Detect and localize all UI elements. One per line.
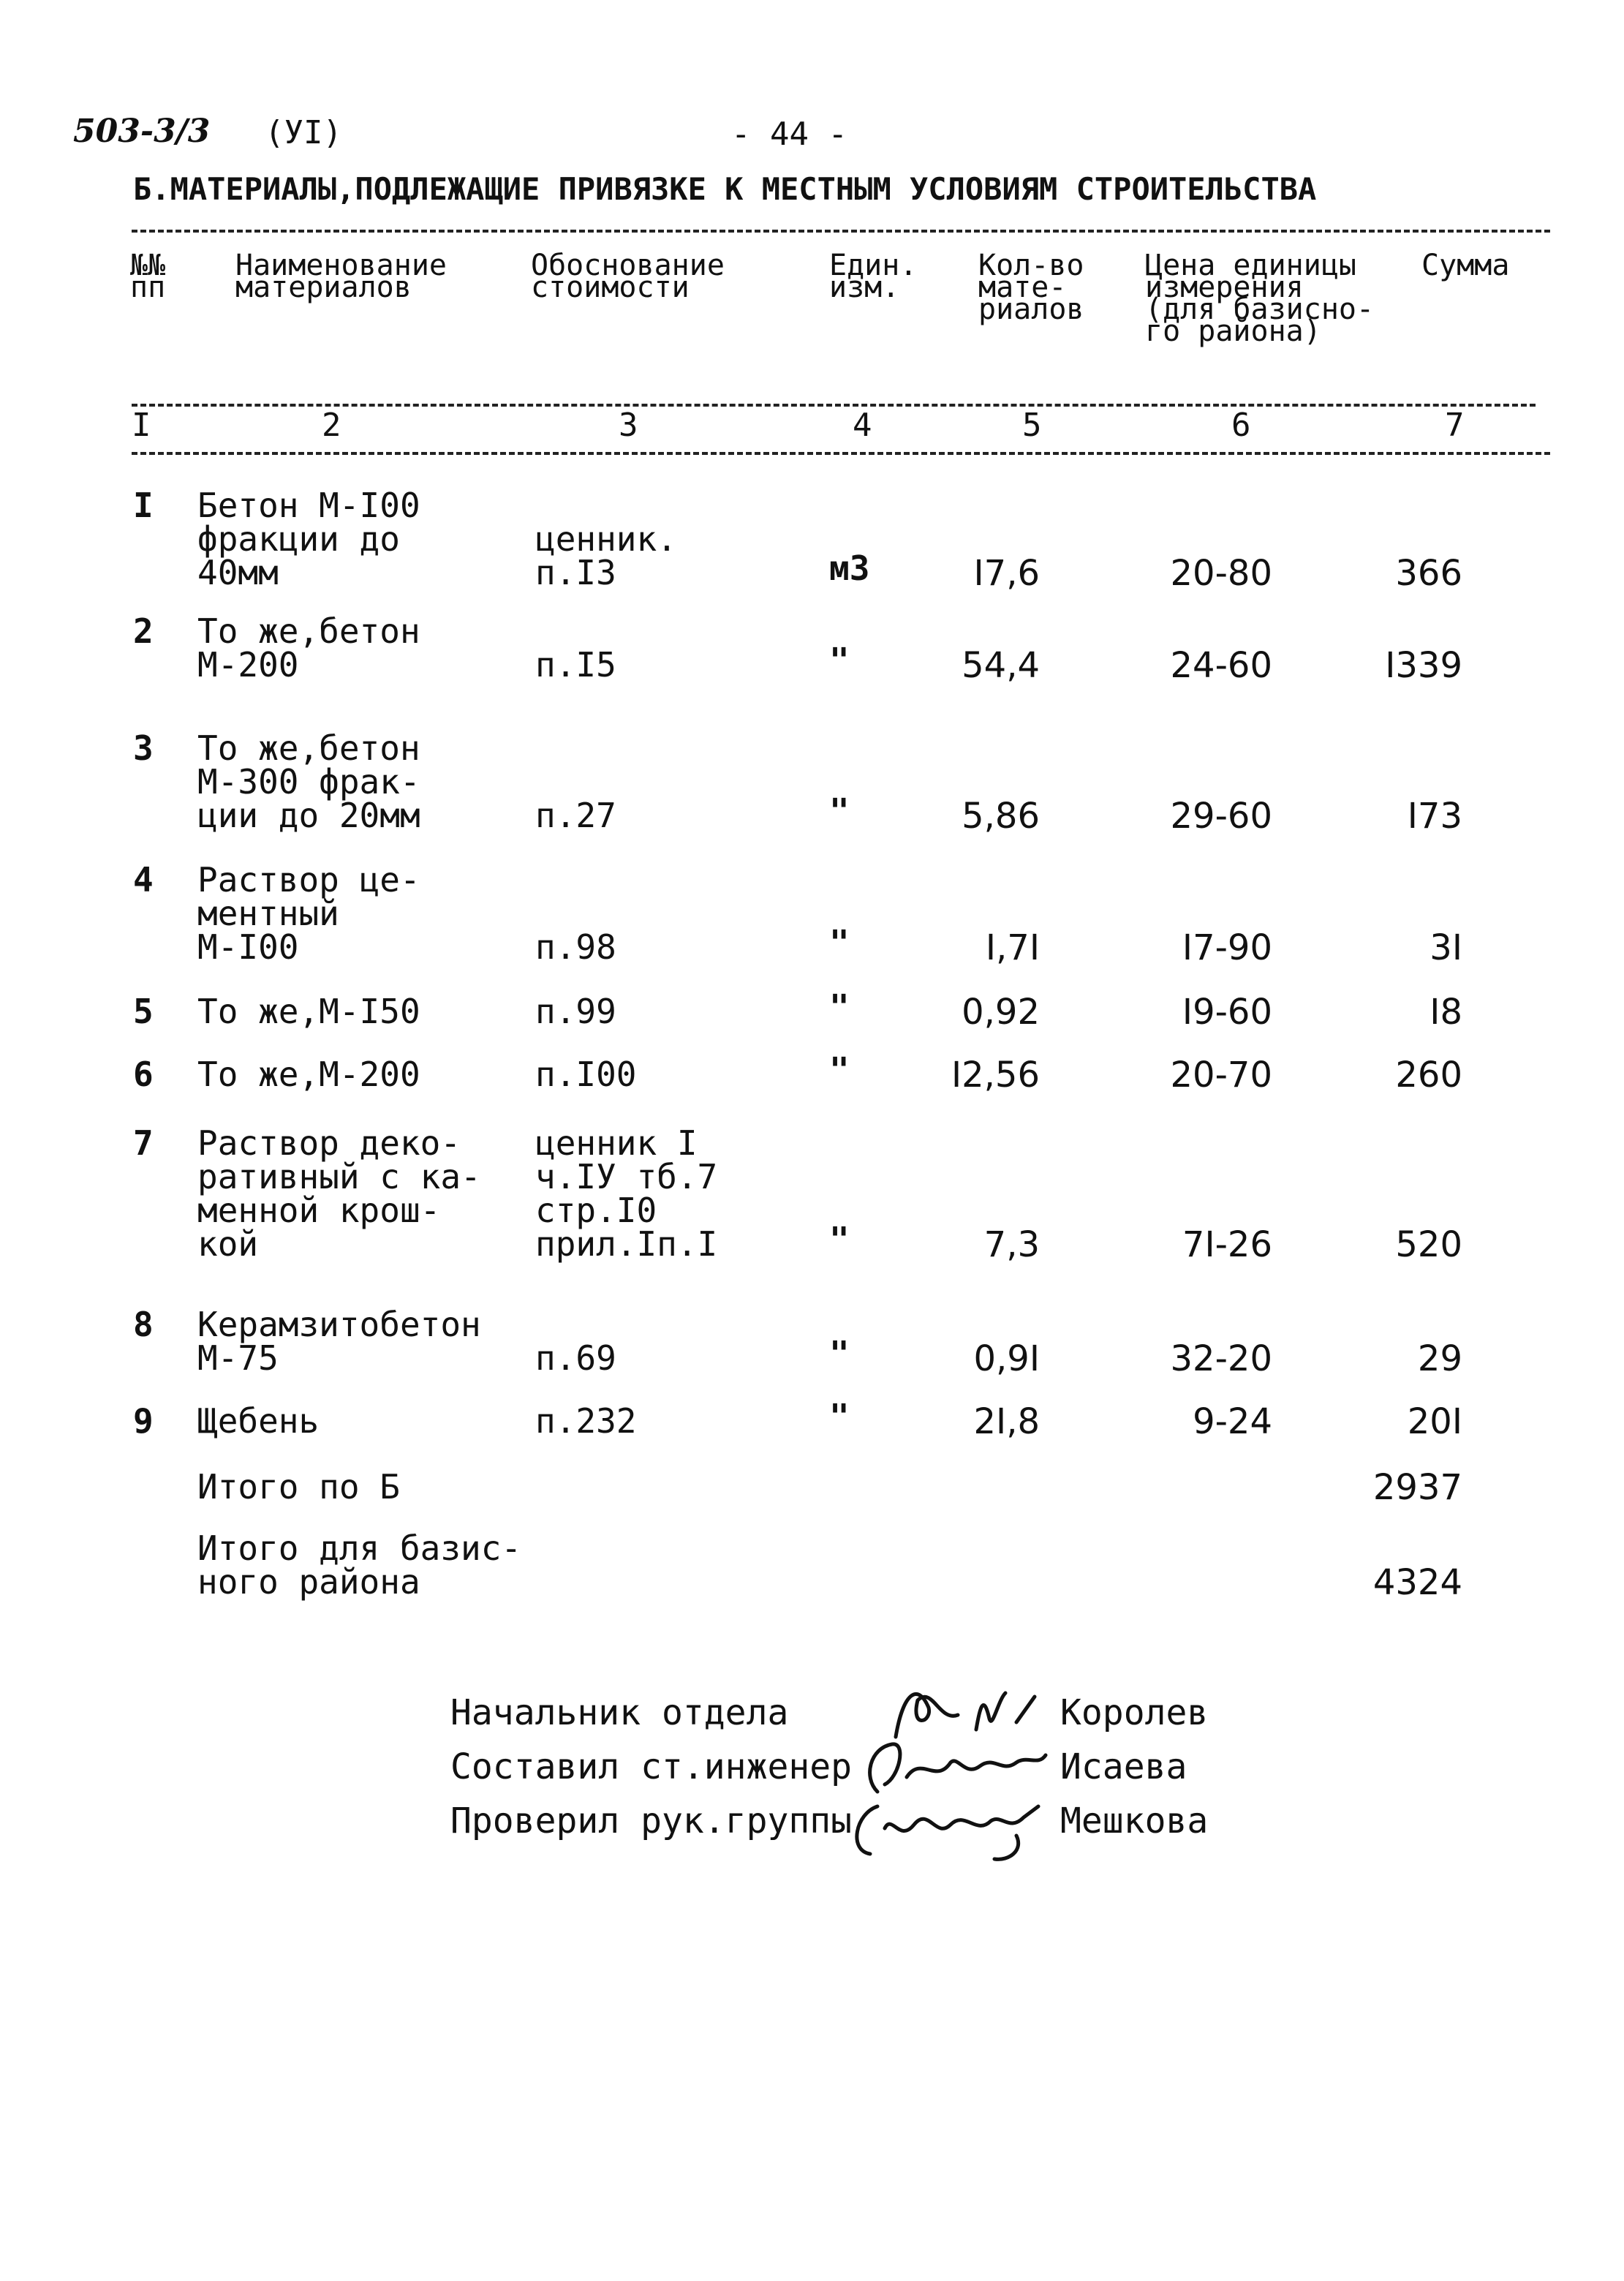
cost-basis: п.69: [535, 1338, 616, 1378]
column-header-unit: Един. изм.: [829, 249, 918, 304]
row-number: 7: [133, 1123, 154, 1163]
quantity: 2I,8: [973, 1401, 1040, 1442]
unit-price: 32-20: [1170, 1338, 1272, 1379]
signature-role: Проверил рук.группы: [450, 1801, 853, 1841]
cost-basis: п.I5: [535, 645, 616, 685]
quantity: 7,3: [983, 1224, 1040, 1265]
unit: м3: [829, 548, 870, 588]
material-name: Бетон М-I00 фракции до 40мм: [197, 486, 420, 592]
total-label: Итого для базис- ного района: [197, 1528, 522, 1602]
unit-price: 29-60: [1170, 796, 1272, 837]
row-number: 8: [133, 1305, 154, 1344]
row-number: 2: [133, 611, 154, 651]
column-number-7: 7: [1445, 407, 1465, 444]
quantity: 0,9I: [973, 1338, 1040, 1379]
unit: ": [829, 791, 850, 831]
cost-basis: ценник. п.I3: [535, 519, 677, 592]
column-header-number: №№ пп: [130, 249, 166, 304]
column-number-5: 5: [1022, 407, 1042, 444]
signature-scribble-group-lead: [848, 1792, 1053, 1865]
row-sum: 3I: [1430, 927, 1462, 968]
row-sum: 260: [1395, 1055, 1462, 1096]
unit-price: 7I-26: [1182, 1224, 1272, 1265]
column-number-3: 3: [619, 407, 638, 444]
unit: ": [829, 987, 850, 1027]
row-sum: 20I: [1407, 1401, 1462, 1442]
quantity: I2,56: [951, 1055, 1040, 1096]
row-number: 5: [133, 992, 154, 1031]
unit-price: I9-60: [1182, 992, 1272, 1033]
signature-name: Мешкова: [1060, 1801, 1209, 1841]
unit-price: 24-60: [1170, 645, 1272, 686]
column-number-bottom-rule: [132, 452, 1550, 455]
column-header-quantity: Кол-во мате- риалов: [978, 249, 1084, 326]
column-header-price: Цена единицы измерения (для базисно- го района): [1145, 249, 1375, 348]
material-name: Раствор це- ментный М-I00: [197, 860, 420, 967]
cost-basis: п.99: [535, 992, 616, 1031]
row-number: 3: [133, 728, 154, 768]
signature-name: Королев: [1060, 1692, 1209, 1733]
row-sum: 520: [1395, 1224, 1462, 1265]
cost-basis: ценник I ч.IУ тб.7 стр.I0 прил.Iп.I: [535, 1123, 718, 1264]
unit: ": [829, 1220, 850, 1259]
column-number-1: I: [132, 407, 151, 444]
quantity: 54,4: [962, 645, 1040, 686]
unit: ": [829, 1334, 850, 1373]
quantity: 5,86: [962, 796, 1040, 837]
material-name: То же,бетон М-300 фрак- ции до 20мм: [197, 728, 420, 835]
row-number: 9: [133, 1401, 154, 1441]
section-title: Б.МАТЕРИАЛЫ,ПОДЛЕЖАЩИЕ ПРИВЯЗКЕ К МЕСТНЫМ УСЛОВИЯМ СТРОИТЕЛЬСТВА: [133, 171, 1317, 207]
page-number: - 44 -: [731, 116, 847, 153]
material-name: Раствор деко- ративный с ка- менной крош- кой: [197, 1123, 481, 1264]
cost-basis: п.232: [535, 1401, 637, 1441]
unit-price: I7-90: [1182, 927, 1272, 968]
quantity: I7,6: [973, 553, 1040, 594]
column-header-basis: Обоснование стоимости: [531, 249, 725, 304]
signature-role: Составил ст.инженер: [450, 1746, 853, 1787]
unit-price: 20-70: [1170, 1055, 1272, 1096]
material-name: То же,М-I50: [197, 992, 420, 1031]
total-label: Итого по Б: [197, 1467, 400, 1507]
column-number-4: 4: [853, 407, 872, 444]
cost-basis: п.27: [535, 796, 616, 835]
signature-name: Исаева: [1060, 1746, 1187, 1787]
row-sum: I8: [1430, 992, 1462, 1033]
material-name: То же,М-200: [197, 1055, 420, 1094]
row-sum: I73: [1407, 796, 1462, 837]
unit: ": [829, 923, 850, 962]
row-number: 6: [133, 1055, 154, 1094]
material-name: То же,бетон М-200: [197, 611, 420, 685]
cost-basis: п.I00: [535, 1055, 637, 1094]
total-sum: 4324: [1372, 1562, 1462, 1603]
row-sum: 366: [1395, 553, 1462, 594]
document-code: 503-3/3: [73, 113, 211, 150]
material-name: Щебень: [197, 1401, 320, 1441]
row-sum: 29: [1417, 1338, 1462, 1379]
column-number-2: 2: [322, 407, 341, 444]
unit-price: 9-24: [1193, 1401, 1272, 1442]
quantity: I,7I: [985, 927, 1040, 968]
material-name: Керамзитобетон М-75: [197, 1305, 481, 1378]
quantity: 0,92: [962, 992, 1040, 1033]
signature-role: Начальник отдела: [450, 1692, 789, 1733]
row-number: I: [133, 486, 154, 525]
row-sum: I339: [1385, 645, 1462, 686]
unit: ": [829, 1397, 850, 1436]
unit-price: 20-80: [1170, 553, 1272, 594]
unit: ": [829, 1050, 850, 1090]
total-sum: 2937: [1372, 1467, 1462, 1508]
row-number: 4: [133, 860, 154, 900]
header-top-rule: [132, 230, 1550, 233]
signature-scribble-engineer: [863, 1733, 1053, 1799]
column-header-name: Наименование материалов: [235, 249, 447, 304]
unit: ": [829, 641, 850, 680]
volume-label: (УI): [265, 114, 342, 151]
cost-basis: п.98: [535, 927, 616, 967]
column-number-top-rule: [132, 404, 1536, 407]
column-header-sum: Сумма: [1421, 249, 1510, 282]
column-number-6: 6: [1231, 407, 1251, 444]
